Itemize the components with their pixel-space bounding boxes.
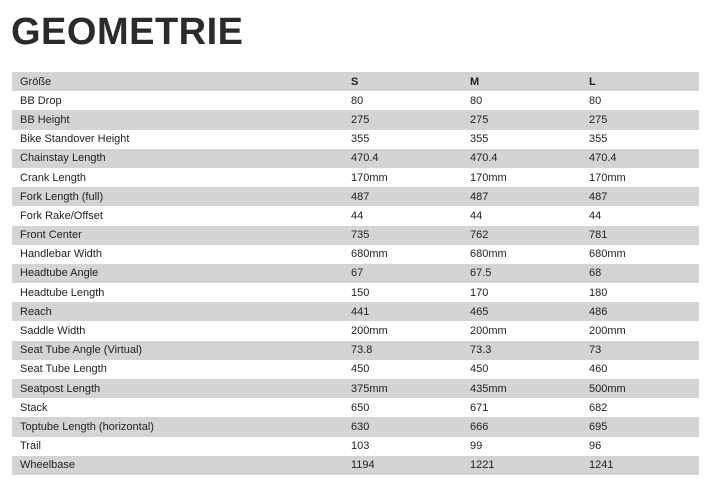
cell-size-s: 680mm (351, 248, 388, 261)
cell-size-s: 375mm (351, 382, 388, 395)
cell-size-s: 650 (351, 401, 370, 414)
table-row (12, 456, 699, 475)
cell-size-m: 1221 (470, 459, 495, 472)
cell-size-l: 781 (589, 229, 608, 242)
cell-size-s: 73.8 (351, 344, 373, 357)
row-label: Saddle Width (20, 325, 86, 338)
table-row (12, 302, 699, 321)
cell-size-l: 500mm (589, 382, 626, 395)
row-label: Bike Standover Height (20, 133, 130, 146)
cell-size-s: 470.4 (351, 152, 379, 165)
row-label: Stack (20, 401, 48, 414)
table-row (12, 206, 699, 225)
cell-size-m: 73.3 (470, 344, 492, 357)
cell-size-s: 441 (351, 305, 370, 318)
table-header-row (12, 72, 699, 91)
table-row (12, 168, 699, 187)
cell-size-l: 487 (589, 190, 608, 203)
table-row (12, 379, 699, 398)
table-row (12, 283, 699, 302)
cell-size-l: 1241 (589, 459, 614, 472)
row-label: Crank Length (20, 171, 87, 184)
cell-size-s: 355 (351, 133, 370, 146)
row-label: Wheelbase (20, 459, 76, 472)
cell-size-l: 68 (589, 267, 602, 280)
cell-size-s: 275 (351, 113, 370, 126)
cell-size-s: 735 (351, 229, 370, 242)
cell-size-m: 680mm (470, 248, 507, 261)
cell-size-l: 73 (589, 344, 602, 357)
header-size-l: L (589, 75, 596, 88)
row-label: Handlebar Width (20, 248, 102, 261)
cell-size-s: 450 (351, 363, 370, 376)
table-body (12, 91, 699, 475)
cell-size-l: 80 (589, 94, 602, 107)
cell-size-l: 682 (589, 401, 608, 414)
cell-size-l: 44 (589, 209, 602, 222)
table-row (12, 398, 699, 417)
row-label: BB Drop (20, 94, 62, 107)
header-size-s: S (351, 75, 359, 88)
row-label: Front Center (20, 229, 82, 242)
row-label: Seatpost Length (20, 382, 101, 395)
cell-size-m: 44 (470, 209, 483, 222)
table-row (12, 187, 699, 206)
cell-size-l: 180 (589, 286, 608, 299)
cell-size-m: 487 (470, 190, 489, 203)
cell-size-l: 486 (589, 305, 608, 318)
table-row (12, 360, 699, 379)
row-label: Headtube Angle (20, 267, 99, 280)
header-size-m: M (470, 75, 480, 88)
cell-size-l: 695 (589, 420, 608, 433)
cell-size-l: 680mm (589, 248, 626, 261)
cell-size-m: 200mm (470, 325, 507, 338)
cell-size-l: 470.4 (589, 152, 617, 165)
table-row (12, 91, 699, 110)
cell-size-m: 465 (470, 305, 489, 318)
cell-size-m: 762 (470, 229, 489, 242)
page-title: GEOMETRIE (11, 11, 244, 53)
cell-size-s: 80 (351, 94, 364, 107)
cell-size-l: 96 (589, 440, 602, 453)
cell-size-m: 671 (470, 401, 489, 414)
row-label: Trail (20, 440, 41, 453)
cell-size-l: 355 (589, 133, 608, 146)
row-label: Seat Tube Length (20, 363, 107, 376)
cell-size-m: 99 (470, 440, 483, 453)
cell-size-l: 200mm (589, 325, 626, 338)
cell-size-s: 200mm (351, 325, 388, 338)
cell-size-m: 67.5 (470, 267, 492, 280)
cell-size-m: 470.4 (470, 152, 498, 165)
cell-size-s: 630 (351, 420, 370, 433)
table-row (12, 341, 699, 360)
cell-size-l: 170mm (589, 171, 626, 184)
row-label: Fork Length (full) (20, 190, 104, 203)
cell-size-s: 170mm (351, 171, 388, 184)
cell-size-m: 435mm (470, 382, 507, 395)
table-row (12, 149, 699, 168)
cell-size-l: 460 (589, 363, 608, 376)
cell-size-s: 103 (351, 440, 370, 453)
table-row (12, 321, 699, 340)
table-row (12, 417, 699, 436)
table-row (12, 245, 699, 264)
cell-size-s: 487 (351, 190, 370, 203)
table-row (12, 226, 699, 245)
row-label: Fork Rake/Offset (20, 209, 103, 222)
cell-size-m: 355 (470, 133, 489, 146)
header-size-label: Größe (20, 75, 52, 88)
cell-size-s: 150 (351, 286, 370, 299)
row-label: BB Height (20, 113, 70, 126)
row-label: Headtube Length (20, 286, 105, 299)
cell-size-s: 44 (351, 209, 364, 222)
table-row (12, 437, 699, 456)
row-label: Seat Tube Angle (Virtual) (20, 344, 143, 357)
row-label: Toptube Length (horizontal) (20, 420, 154, 433)
table-row (12, 264, 699, 283)
row-label: Chainstay Length (20, 152, 106, 165)
cell-size-m: 80 (470, 94, 483, 107)
row-label: Reach (20, 305, 52, 318)
cell-size-m: 666 (470, 420, 489, 433)
cell-size-l: 275 (589, 113, 608, 126)
geometry-table (12, 72, 699, 475)
cell-size-m: 275 (470, 113, 489, 126)
cell-size-m: 170 (470, 286, 489, 299)
cell-size-s: 1194 (351, 459, 375, 472)
cell-size-m: 170mm (470, 171, 507, 184)
table-row (12, 130, 699, 149)
cell-size-m: 450 (470, 363, 489, 376)
cell-size-s: 67 (351, 267, 364, 280)
table-row (12, 110, 699, 129)
